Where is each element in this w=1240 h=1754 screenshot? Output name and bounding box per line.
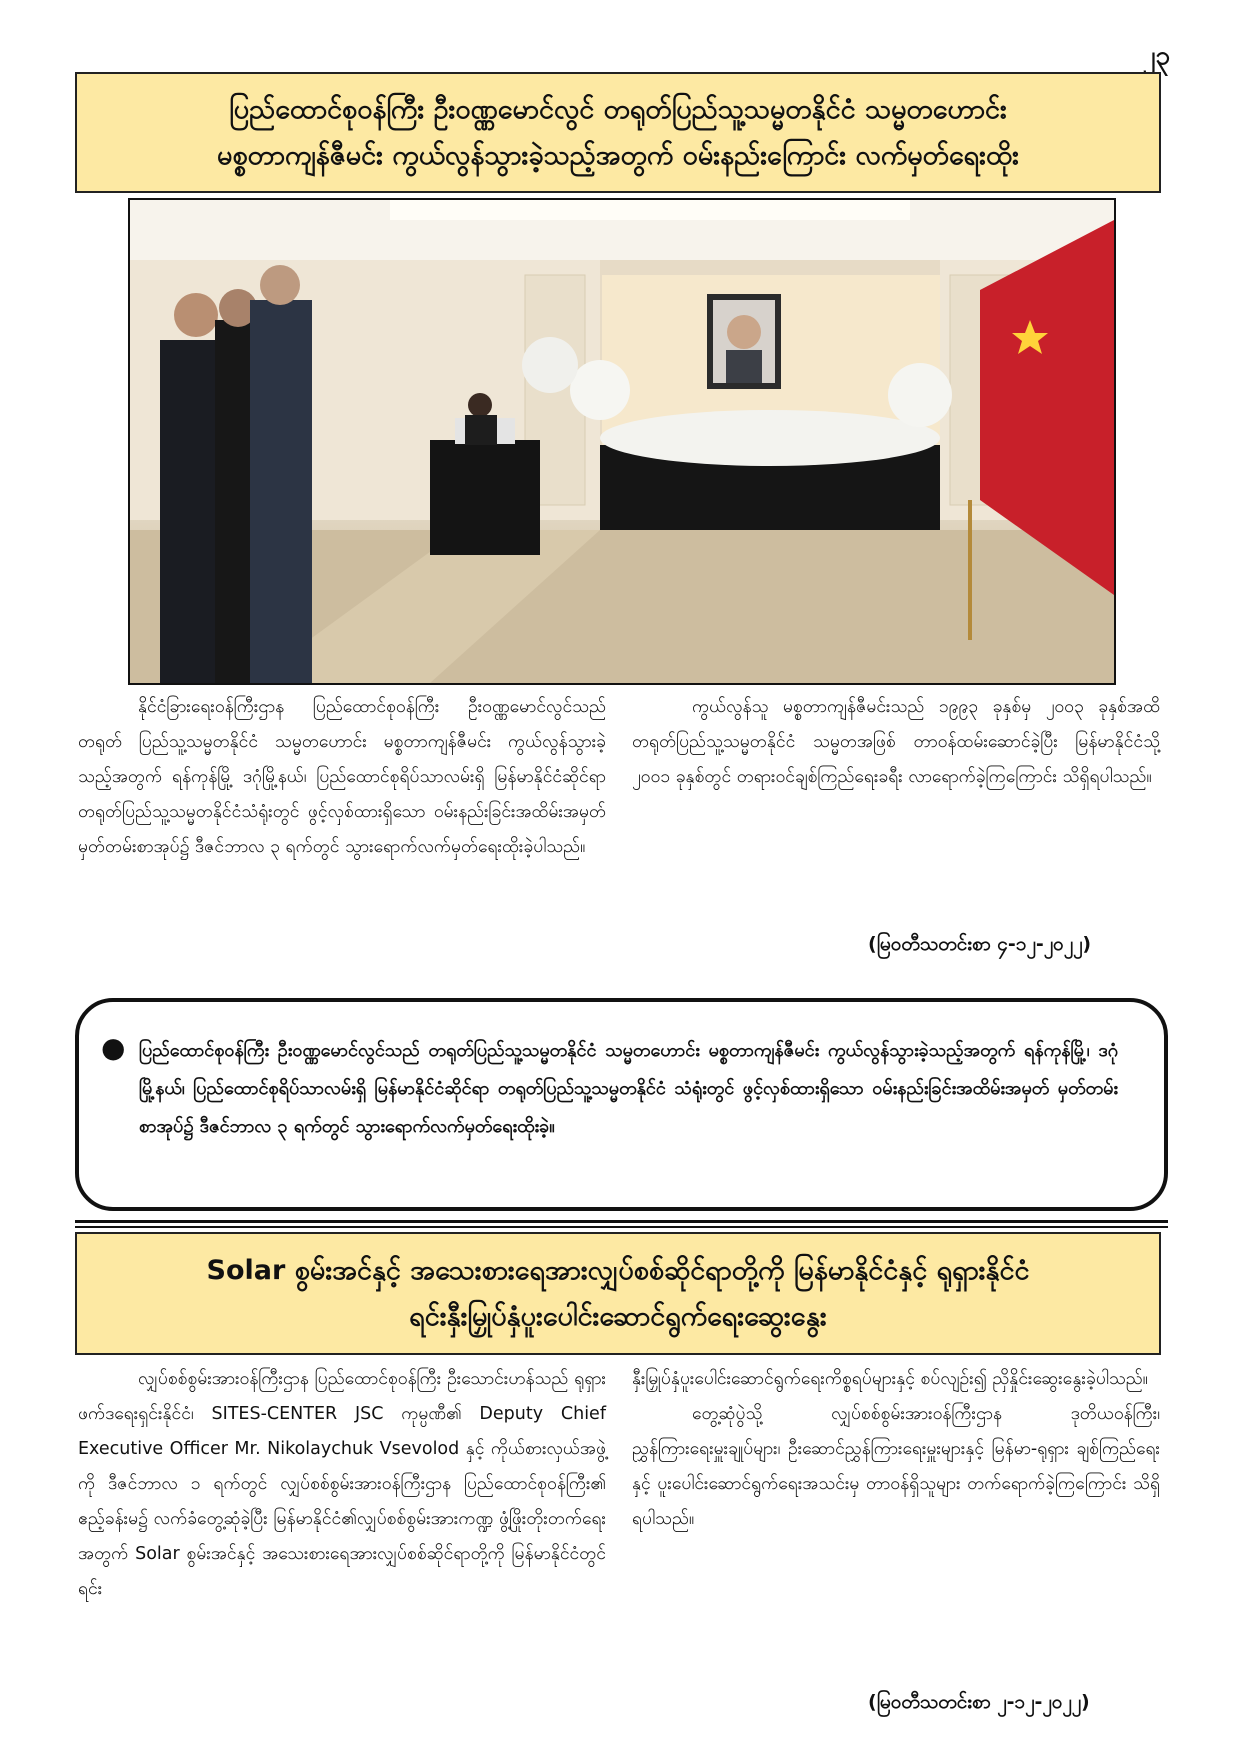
bullet-icon: ● bbox=[101, 1031, 126, 1064]
article2-column-right bbox=[632, 1362, 1160, 1537]
page-number: ၂၃ bbox=[1142, 41, 1170, 71]
article2-paragraph-1: လျှပ်စစ်စွမ်းအားဝန်ကြီးဌာန ပြည်ထောင်စုဝန်ကြီး ဦးသောင်းဟန်သည် ရုရှားဖက်ဒရေးရှင်းနိုင်ငံ၊ SITES-CENTER JSC ကုမ္ပဏီ၏ Deputy Chief Executive Officer Mr. Nikolaychuk Vsevolod နှင့် ကိုယ်စားလှယ်အဖွဲ့ကို ဒီဇင်ဘာလ ၁ ရက်တွင် လျှပ်စစ်စွမ်းအားဝန်ကြီးဌာန ပြည်ထောင်စုဝန်ကြီး၏ ဧည့်ခန်းမ၌ လက်ခံတွေ့ဆုံခဲ့ပြီး မြန်မာနိုင်ငံ၏လျှပ်စစ်စွမ်းအားကဏ္ဍ ဖွံ့ဖြိုးတိုးတက်ရေးအတွက် Solar စွမ်းအင်နှင့် အသေးစားရေအားလျှပ်စစ်ဆိုင်ရာတို့ကို မြန်မာနိုင်ငံတွင် ရင်း bbox=[78, 1369, 606, 1599]
article2-paragraph-2: နှီးမြှုပ်နှံပူးပေါင်းဆောင်ရွက်ရေးကိစ္စရပ်များနှင့် စပ်လျဉ်း၍ ညှိနှိုင်းဆွေးနွေးခဲ့ပါသည်။ bbox=[632, 1369, 1148, 1389]
article1-headline bbox=[75, 72, 1161, 193]
condolence-photo bbox=[128, 198, 1116, 685]
article1-paragraph-1: နိုင်ငံခြားရေးဝန်ကြီးဌာန ပြည်ထောင်စုဝန်ကြီး ဦးဝဏ္ဏမောင်လွင်သည် တရုတ် ပြည်သူ့သမ္မတနိုင်ငံ သမ္မတဟောင်း မစ္စတာကျန်ဇီမင်း ကွယ်လွန်သွားခဲ့သည့်အတွက် ရန်ကုန်မြို့ ဒဂုံမြို့နယ်၊ ပြည်ထောင်စုရိပ်သာလမ်းရှိ မြန်မာနိုင်ငံဆိုင်ရာ တရုတ်ပြည်သူ့သမ္မတနိုင်ငံသံရုံးတွင် ဖွင့်လှစ်ထားရှိသော ဝမ်းနည်းခြင်းအထိမ်းအမှတ် မှတ်တမ်းစာအုပ်၌ ဒီဇင်ဘာလ ၃ ရက်တွင် သွားရောက်လက်မှတ်ရေးထိုးခဲ့ပါသည်။ bbox=[78, 697, 606, 857]
photo-illustration bbox=[130, 200, 1114, 683]
article1-column-right bbox=[632, 690, 1160, 795]
section-divider-top bbox=[75, 1220, 1168, 1223]
article2-source: (မြဝတီသတင်းစာ ၂-၁၂-၂၀၂၂) bbox=[868, 1691, 1090, 1713]
article1-source: (မြဝတီသတင်းစာ ၄-၁၂-၂၀၂၂) bbox=[868, 933, 1092, 955]
article1-paragraph-2: ကွယ်လွန်သူ မစ္စတာကျန်ဇီမင်းသည် ၁၉၉၃ ခုနှစ်မှ ၂၀၀၃ ခုနှစ်အထိ တရုတ်ပြည်သူ့သမ္မတနိုင်ငံ သမ္မတအဖြစ် တာဝန်ထမ်းဆောင်ခဲ့ပြီး မြန်မာနိုင်ငံသို့ ၂၀၀၁ ခုနှစ်တွင် တရားဝင်ချစ်ကြည်ရေးခရီး လာရောက်ခဲ့ကြကြောင်း သိရှိရပါသည်။ bbox=[632, 697, 1160, 787]
summary-box bbox=[75, 998, 1168, 1211]
article2-paragraph-3: တွေ့ဆုံပွဲသို့ လျှပ်စစ်စွမ်းအားဝန်ကြီးဌာန ဒုတိယဝန်ကြီး၊ ညွှန်ကြားရေးမှူးချုပ်များ၊ ဦးဆောင်ညွှန်ကြားရေးမှူးများနှင့် မြန်မာ-ရုရှား ချစ်ကြည်ရေးနှင့် ပူးပေါင်းဆောင်ရွက်ရေးအသင်းမှ တာဝန်ရှိသူများ တက်ရောက်ခဲ့ကြကြောင်း သိရှိရပါသည်။ bbox=[632, 1404, 1160, 1529]
article1-title-line2: မစ္စတာကျန်ဇီမင်း ကွယ်လွန်သွားခဲ့သည့်အတွက် ဝမ်းနည်းကြောင်း လက်မှတ်ရေးထိုး bbox=[217, 139, 1019, 171]
summary-text: ပြည်ထောင်စုဝန်ကြီး ဦးဝဏ္ဏမောင်လွင်သည် တရုတ်ပြည်သူ့သမ္မတနိုင်ငံ သမ္မတဟောင်း မစ္စတာကျန်ဇီမင်း ကွယ်လွန်သွားခဲ့သည့်အတွက် ရန်ကုန်မြို့၊ ဒဂုံမြို့နယ်၊ ပြည်ထောင်စုရိပ်သာလမ်းရှိ မြန်မာနိုင်ငံဆိုင်ရာ တရုတ်ပြည်သူ့သမ္မတနိုင်ငံ သံရုံးတွင် ဖွင့်လှစ်ထားရှိသော ဝမ်းနည်းခြင်းအထိမ်းအမှတ် မှတ်တမ်းစာအုပ်၌ ဒီဇင်ဘာလ ၃ ရက်တွင် သွားရောက်လက်မှတ်ရေးထိုးခဲ့။ bbox=[139, 1040, 1118, 1137]
article2-title-line2: ရင်းနှီးမြှုပ်နှံပူးပေါင်းဆောင်ရွက်ရေးဆွေးနွေး bbox=[409, 1300, 827, 1332]
article1-column-left bbox=[78, 690, 606, 865]
article2-headline bbox=[75, 1232, 1161, 1355]
article2-column-left bbox=[78, 1362, 606, 1607]
section-divider-bottom bbox=[75, 1226, 1168, 1228]
article1-title-line1: ပြည်ထောင်စုဝန်ကြီး ဦးဝဏ္ဏမောင်လွင် တရုတ်ပြည်သူ့သမ္မတနိုင်ငံ သမ္မတဟောင်း bbox=[229, 93, 1007, 125]
article2-title-line1: Solar စွမ်းအင်နှင့် အသေးစားရေအားလျှပ်စစ်ဆိုင်ရာတို့ကို မြန်မာနိုင်ငံနှင့် ရုရှားနိုင်ငံ bbox=[206, 1254, 1030, 1286]
